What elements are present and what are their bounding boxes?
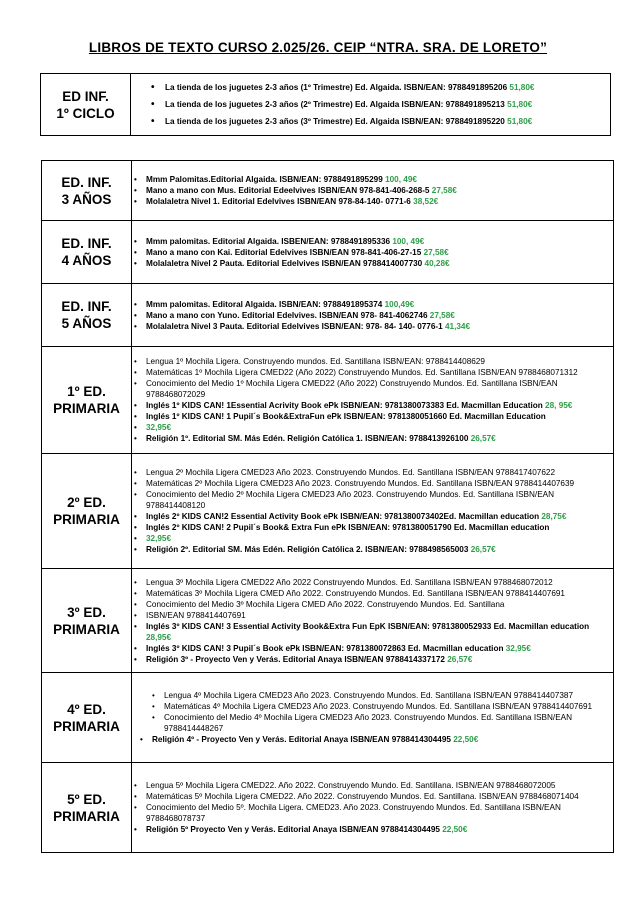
book-description: Lengua 3º Mochila Ligera CMED22 Año 2022 Construyendo Mundos. Ed. Santillana ISBN/EAN 9788468072012 (146, 577, 553, 587)
book-description: Inglés 2º KIDS CAN!2 Essential Activity Book ePk ISBN/EAN: 9781380073402Ed. Macmillan education (146, 512, 542, 521)
book-list (132, 174, 613, 207)
book-description: Matemáticas 3º Mochila Ligera CMED Año 2022. Construyendo Mundos. Ed. Santillana ISBN/EAN 9788414407691 (146, 588, 565, 598)
grade-row (42, 763, 614, 853)
book-price: 32,95€ (505, 643, 531, 653)
book-description: Lengua 5º Mochila Ligera CMED22. Año 2022. Construyendo Mundo. Ed. Santillana. ISBN/EAN 9788468072005 (146, 781, 556, 790)
book-description: Religión 1º. Editorial SM. Más Edén. Religión Católica 1. ISBN/EAN: 9788413926100 (146, 434, 471, 443)
cycle-label-line-1: ED INF. (62, 88, 109, 104)
book-price: 26,57€ (470, 545, 496, 554)
grade-label-cell (42, 763, 132, 853)
book-description: Mmm palomitas. Editorial Algaida. ISBEN/EAN: 9788491895336 (146, 236, 393, 246)
book-item (132, 299, 613, 310)
book-item (132, 478, 613, 489)
book-description: Matemáticas 4º Mochila Ligera CMED23 Año 2023. Construyendo Mundos. Ed. Santillana ISBN/EAN 9788414407691 (164, 702, 593, 711)
book-item (132, 599, 613, 610)
grade-label-line: PRIMARIA (53, 401, 120, 416)
grade-label-line: ED. INF. (61, 299, 112, 314)
book-price: 100,49€ (384, 299, 415, 309)
book-item (132, 367, 613, 378)
book-price: 27,58€ (423, 247, 449, 257)
book-price: 40,28€ (424, 258, 450, 268)
grade-label-line: 3 AÑOS (61, 191, 112, 207)
grade-content-cell (132, 221, 614, 284)
book-description: Conocimiento del Medio 1º Mochila Ligera CMED22 (Año 2022) Construyendo Mundos. Ed. Santillana ISBN/EAN 9788468072029 (146, 379, 558, 399)
book-item (132, 400, 613, 411)
book-list (132, 690, 613, 745)
cycle-book-list (131, 79, 610, 130)
book-item (132, 577, 613, 588)
book-item (131, 113, 610, 130)
book-item (132, 701, 613, 712)
grade-label-line: 5º ED. (67, 791, 106, 807)
book-price: 22,50€ (442, 825, 468, 834)
book-item (132, 511, 613, 522)
grade-content-cell (132, 569, 614, 673)
book-item (132, 236, 613, 247)
book-item (132, 433, 613, 444)
book-item (132, 489, 613, 511)
book-description: ISBN/EAN 9788414407691 (146, 610, 246, 620)
book-description: Conocimiento del Medio 2º Mochila Ligera CMED23 Año 2023. Construyendo Mundos. Ed. Santillana ISBN/EAN 9788414408120 (146, 490, 555, 510)
book-description: Matemáticas 1º Mochila Ligera CMED22 (Año 2022) Construyendo Mundos. Ed. Santillana ISBN/EAN 9788468071312 (146, 368, 578, 377)
grade-label-line: 1º ED. (67, 384, 106, 399)
book-description: Molalaletra Nivel 3 Pauta. Editorial Edelvives ISBN/EAN: 978- 84- 140- 0776-1 (146, 321, 445, 331)
grade-label-line: 2º ED. (67, 495, 106, 510)
book-description: La tienda de los juguetes 2-3 años (3º Trimestre) Ed. Algaida ISBN/EAN: 9788491895220 (165, 117, 508, 126)
grade-label-cell (42, 221, 132, 284)
book-description: Molalaletra Nivel 2 Pauta. Editorial Edelvives ISBN/EAN 9788414007730 (146, 258, 425, 268)
book-description: Inglés 3º KIDS CAN! 3 Pupil´s Book ePk ISBN/EAN: 9781380072863 Ed. Macmillan education (146, 643, 506, 653)
book-price: 26,57€ (470, 434, 496, 443)
grade-content-cell (132, 454, 614, 569)
grade-label-cell (42, 161, 132, 221)
book-item (132, 734, 613, 745)
book-description: Religión 2º. Editorial SM. Más Edén. Religión Católica 2. ISBN/EAN: 9788498565003 (146, 545, 471, 554)
book-price: 28,75€ (541, 512, 567, 521)
book-item (132, 196, 613, 207)
book-item (131, 96, 610, 113)
cycle-content-cell (131, 74, 611, 136)
book-price: 32,95€ (146, 423, 172, 432)
book-item (132, 643, 613, 654)
book-list (132, 356, 613, 444)
book-price: 27,58€ (429, 310, 455, 320)
book-item (132, 533, 613, 544)
book-description: Religión 4º - Proyecto Ven y Verás. Editorial Anaya ISBN/EAN 9788414304495 (152, 735, 454, 744)
book-item (132, 174, 613, 185)
book-description: Religión 3º - Proyecto Ven y Verás. Editorial Anaya ISBN/EAN 9788414337172 (146, 654, 448, 664)
book-list (132, 299, 613, 332)
book-price: 41,34€ (444, 321, 471, 331)
grade-label-cell (42, 569, 132, 673)
book-description: Religión 5º Proyecto Ven y Verás. Editorial Anaya ISBN/EAN 9788414304495 (146, 825, 443, 834)
grade-row (42, 161, 614, 221)
book-description: Conocimiento del Medio 4º Mochila Ligera CMED23 Año 2023. Construyendo Mundos. Ed. Santillana ISBN/EAN 9788414448267 (164, 713, 573, 733)
book-item (132, 544, 613, 555)
grades-table (41, 160, 614, 853)
book-description: Mmm Palomitas.Editorial Algaida. ISBN/EAN: 9788491895299 (146, 175, 386, 184)
book-description: Mano a mano con Mus. Editorial Edeelvives ISBN/EAN 978-841-406-268-5 (146, 186, 432, 195)
book-description: Lengua 2º Mochila Ligera CMED23 Año 2023. Construyendo Mundos. Ed. Santillana ISBN/EAN 9788417407622 (146, 468, 555, 477)
book-price: 51,80€ (507, 100, 533, 109)
grade-label-line: ED. INF. (61, 236, 112, 251)
grade-row (42, 569, 614, 673)
book-item (132, 802, 613, 824)
book-item (132, 310, 613, 321)
book-description: Inglés 2º KIDS CAN! 2 Pupil´s Book& Extra Fun ePk ISBN/EAN: 9781380051790 Ed. Macmillan education (146, 523, 550, 532)
book-item (132, 588, 613, 599)
book-description: Inglés 1º KIDS CAN! 1Essential Acrivity Book ePk ISBN/EAN: 9781380073383 Ed. Macmillan Education (146, 401, 546, 410)
book-price: 28,95€ (146, 632, 172, 642)
book-item (132, 621, 613, 643)
book-description: Lengua 1º Mochila Ligera. Construyendo mundos. Ed. Santillana ISBN/EAN: 9788414408629 (146, 357, 485, 366)
grade-label-cell (42, 454, 132, 569)
book-description: Conocimiento del Medio 3º Mochila Ligera CMED Año 2022. Construyendo Mundos. Ed. Santillana (146, 599, 505, 609)
book-item (132, 824, 613, 835)
document-title: LIBROS DE TEXTO CURSO 2.025/26. CEIP “NTRA. SRA. DE LORETO” (88, 40, 548, 55)
book-description: Molalaletra Nivel 1. Editorial Edelvives ISBN/EAN 978-84-140- 0771-6 (146, 197, 414, 206)
grade-content-cell (132, 763, 614, 853)
book-item (132, 610, 613, 621)
book-item (132, 780, 613, 791)
book-description: Matemáticas 2º Mochila Ligera CMED23 Año 2023. Construyendo Mundos. Ed. Santillana ISBN/EAN 9788414407639 (146, 479, 575, 488)
book-item (131, 79, 610, 96)
book-description: Mano a mano con Yuno. Editorial Edelvives. ISBN/EAN 978- 841-4062746 (146, 310, 430, 320)
book-item (132, 356, 613, 367)
book-price: 22,50€ (453, 735, 479, 744)
grade-label-cell (42, 284, 132, 347)
grade-row (42, 673, 614, 763)
grade-label-line: 4º ED. (67, 701, 106, 717)
book-item (132, 522, 613, 533)
book-list (132, 236, 613, 269)
grade-row (42, 221, 614, 284)
grade-label-cell (42, 347, 132, 454)
book-price: 51,80€ (507, 117, 533, 126)
book-item (132, 422, 613, 433)
book-list (132, 780, 613, 835)
book-price: 32,95€ (146, 534, 172, 543)
book-item (132, 247, 613, 258)
grade-label-line: 4 AÑOS (61, 253, 112, 268)
grade-content-cell (132, 673, 614, 763)
book-description: Matemáticas 5º Mochila Ligera CMED22. Año 2022. Construyendo Mundos. Ed. Santillana. ISBN/EAN 9788468071404 (146, 792, 579, 801)
book-description: Lengua 4º Mochila Ligera CMED23 Año 2023. Construyendo Mundos. Ed. Santillana ISBN/EAN 9788414407387 (164, 691, 573, 700)
cycle-label-line-2: 1º CICLO (56, 105, 115, 121)
cycle-table (40, 73, 611, 136)
grade-label-line: PRIMARIA (53, 808, 120, 824)
book-item (132, 321, 613, 332)
grade-content-cell (132, 284, 614, 347)
grade-row (42, 284, 614, 347)
book-price: 28, 95€ (545, 401, 573, 410)
grade-label-line: 3º ED. (67, 604, 106, 620)
book-price: 51,80€ (509, 83, 535, 92)
grade-content-cell (132, 347, 614, 454)
grade-content-cell (132, 161, 614, 221)
book-description: Inglés 1º KIDS CAN! 1 Pupil´s Book&ExtraFun ePk ISBN/EAN: 9781380051660 Ed. Macmillan Education (146, 412, 546, 421)
grade-label-line: 5 AÑOS (61, 316, 112, 331)
book-price: 26,57€ (447, 654, 473, 664)
book-description: Mano a mano con Kai. Editorial Edelvives ISBN/EAN 978-841-406-27-15 (146, 247, 424, 257)
cycle-label-cell (41, 74, 131, 136)
grade-label-line: PRIMARIA (53, 718, 120, 734)
grade-row (42, 347, 614, 454)
book-item (132, 791, 613, 802)
book-item (132, 185, 613, 196)
book-item (132, 378, 613, 400)
book-item (132, 411, 613, 422)
book-item (132, 712, 613, 734)
grade-row (42, 454, 614, 569)
grade-label-cell (42, 673, 132, 763)
book-price: 27,58€ (431, 186, 457, 195)
grade-label-line: PRIMARIA (53, 512, 120, 527)
book-description: La tienda de los juguetes 2-3 años (2º Trimestre) Ed. Algaida ISBN/EAN: 9788491895213 (165, 100, 508, 109)
grade-label-line: ED. INF. (61, 174, 112, 190)
grade-label-line: PRIMARIA (53, 621, 120, 637)
book-description: La tienda de los juguetes 2-3 años (1º Trimestre) Ed. Algaida. ISBN/EAN: 9788491895206 (165, 83, 510, 92)
book-price: 100, 49€ (392, 236, 425, 246)
book-description: Conocimiento del Medio 5º. Mochila Ligera. CMED23. Año 2023. Construyendo Mundos. Ed. Santillana ISBN/EAN 9788468078737 (146, 803, 561, 823)
book-price: 100, 49€ (385, 175, 417, 184)
book-list (132, 577, 613, 665)
book-description: Inglés 3º KIDS CAN! 3 Essential Activity Book&Extra Fun EpK ISBN/EAN: 9781380052933 Ed. Macmillan education (146, 621, 590, 631)
book-item (132, 690, 613, 701)
book-item (132, 258, 613, 269)
book-item (132, 654, 613, 665)
book-description: Mmm palomitas. Editoral Algaida. ISBN/EAN: 9788491895374 (146, 299, 385, 309)
book-price: 38,52€ (413, 197, 439, 206)
book-list (132, 467, 613, 555)
book-item (132, 467, 613, 478)
